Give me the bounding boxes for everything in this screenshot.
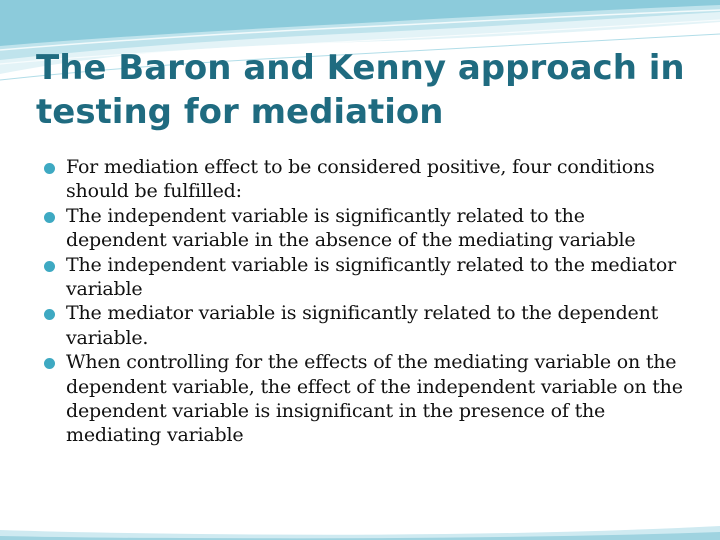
bullet-dot-icon xyxy=(44,163,55,174)
bullet-item-4 xyxy=(44,301,684,350)
slide-title xyxy=(36,46,696,134)
bullet-dot-icon xyxy=(44,261,55,272)
bullet-item-3 xyxy=(44,253,684,302)
bullet-dot-icon xyxy=(44,358,55,369)
bullet-text: The independent variable is significantly related to the dependent variable in the absence of the mediating variable xyxy=(66,204,636,252)
bullet-dot-icon xyxy=(44,212,55,223)
bullet-text: When controlling for the effects of the mediating variable on the dependent variable, the effect of the independent variable on the dependent variable is insignificant in the presence of the mediating variable xyxy=(66,351,683,447)
bottom-wave-decoration xyxy=(0,520,720,540)
bullet-text: The mediator variable is significantly related to the dependent variable. xyxy=(66,302,659,349)
bullet-dot-icon xyxy=(44,309,55,320)
bullet-text: For mediation effect to be considered positive, four conditions should be fulfilled: xyxy=(66,156,655,203)
bullet-text: The independent variable is significantly related to the mediator variable xyxy=(66,253,676,301)
bullet-item-2 xyxy=(44,204,684,253)
slide-title-line-2: testing for mediation xyxy=(36,92,444,132)
slide-title-line-1: The Baron and Kenny approach in xyxy=(36,48,685,88)
bullet-list xyxy=(44,155,684,448)
bullet-item-5 xyxy=(44,350,684,448)
bullet-item-1 xyxy=(44,155,684,204)
